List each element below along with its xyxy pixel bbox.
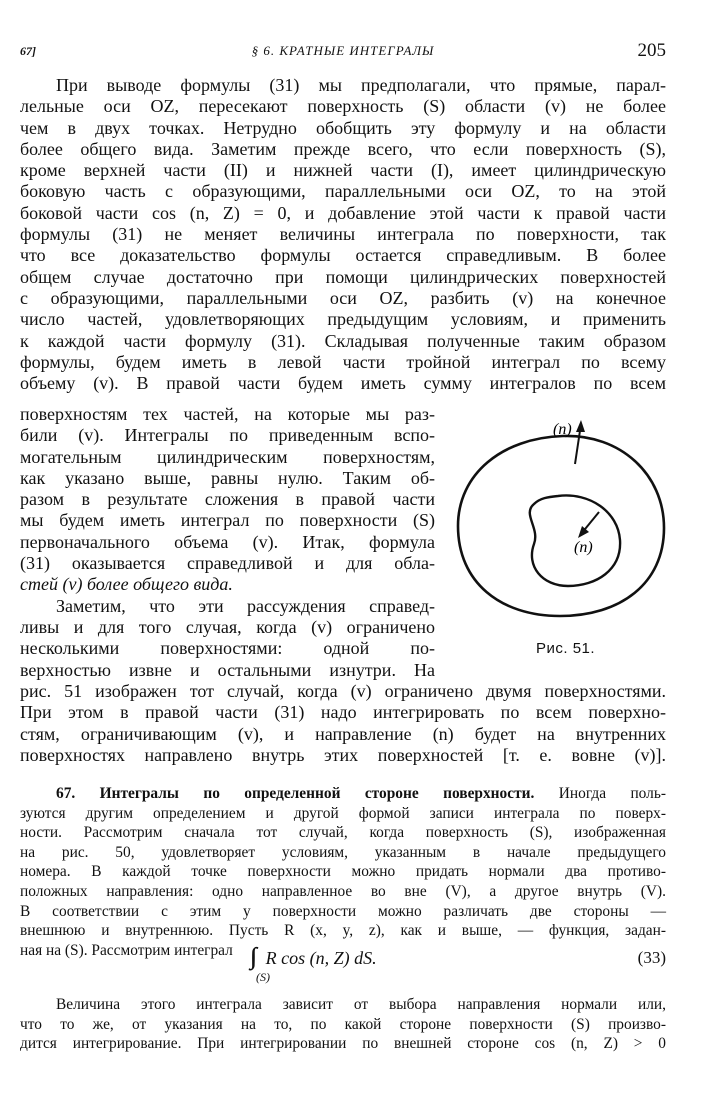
text-line: положных направления: одно направленное во вне (V), а другое внутрь (V).: [20, 882, 666, 900]
formula-integrand: R cos (n, Z) dS.: [265, 948, 377, 968]
text-line: (31) оказывается справедливой и для обла-: [20, 553, 435, 574]
double-integral-sign: ∫∫: [250, 944, 252, 970]
text-line: В соответствии с этим у поверхности можно различать две стороны —: [20, 902, 666, 920]
text-line: зуются другим определением и другой формой записи интеграла по поверх-: [20, 804, 666, 822]
text-line: лельные оси OZ, пересекают поверхность (S) области (v) не более: [20, 96, 666, 117]
text-line: мы будем иметь интеграл по поверхности (S): [20, 510, 435, 531]
outer-normal-arrowhead: [576, 420, 585, 432]
paragraph-formula-generalization: [20, 75, 666, 394]
paragraph-wrapped-around-figure: [20, 404, 435, 681]
text-line: ливы и для того случая, когда (v) ограничено: [20, 616, 435, 637]
text-line: При выводе формулы (31) мы предполагали, что прямые, парал-: [56, 75, 666, 95]
text-line: общем случае достаточно при помощи цилиндрических поверхностей: [20, 266, 666, 287]
text-line: номера. В каждой точке поверхности можно придать нормали два противо-: [20, 863, 666, 881]
section-67: [20, 784, 666, 960]
text-line: стей (v) более общего вида.: [20, 574, 233, 595]
text-line: кроме верхней части (II) и нижней части (I), имеет цилиндрическую: [20, 160, 666, 181]
header-section-number: 67]: [20, 44, 36, 58]
surface-integral-formula: [250, 944, 377, 984]
text-line: били (v). Интегралы по приведенным вспо-: [20, 425, 435, 446]
text-line: с образующими, параллельными оси OZ, разбить (v) на конечное: [20, 287, 666, 308]
text-line: формулы (31) не меняет величины интеграла по поверхности, так: [20, 224, 666, 245]
text-line: верхностью извне и остальными изнутри. На: [20, 659, 435, 680]
text-line: поверхностям тех частей, на которые мы раз-: [20, 404, 435, 424]
text-line: несколькими поверхностями: одной по-: [20, 638, 435, 659]
text-line: ности. Рассмотрим сначала тот случай, когда поверхность (S), изображенная: [20, 824, 666, 842]
section-first-line: [20, 784, 666, 804]
page-number: 205: [637, 40, 666, 61]
text-line: дится интегрирование. При интегрировании по внешней стороне cos (n, Z) > 0: [20, 1035, 666, 1053]
text-line: более общего вида. Заметим прежде всего, что если поверхность (S),: [20, 138, 666, 159]
formula-domain: (S): [256, 970, 270, 984]
text-line: первоначального объема (v). Итак, формула: [20, 531, 435, 552]
text-line: что то же, от указания на то, по какой стороне поверхности (S) произво-: [20, 1015, 666, 1033]
text-line: могательным цилиндрическим поверхностям,: [20, 446, 435, 467]
figure-51-diagram: [450, 416, 676, 626]
text-line: что все доказательство формулы остается справедливым. В более: [20, 245, 666, 266]
text-line: к каждой части формулу (31). Складывая полученные таким образом: [20, 330, 666, 351]
text-line: боковой части cos (n, Z) = 0, и добавление этой части к правой части: [20, 202, 666, 223]
text-line: внешнюю и внутреннюю. Пусть R (x, y, z), как и выше, — функция, задан-: [20, 922, 666, 940]
text-line: Величина этого интеграла зависит от выбора направления нормали или,: [56, 996, 666, 1013]
text-line: на рис. 50, удовлетворяет условиям, указанным в начале предыдущего: [20, 843, 666, 861]
text-line: чем в двух точках. Нетрудно обобщить эту формулу и на области: [20, 117, 666, 138]
equation-number: (33): [637, 948, 666, 967]
inner-normal-label: (n): [574, 539, 593, 556]
text-line: поверхностях направлено внутрь этих поверхностей [т. е. вовне (v)].: [20, 744, 666, 765]
text-line: объему (v). В правой части будем иметь сумму интегралов по всем: [20, 373, 666, 394]
text-line: Заметим, что эти рассуждения справед-: [56, 595, 435, 616]
paragraph-integral-value: [20, 995, 666, 1054]
text-line: стям, ограничивающим (v), и направление (n) будет на внутренних: [20, 723, 666, 744]
text-line: При этом в правой части (31) надо интегрировать по всем поверхно-: [20, 702, 666, 723]
text-fragment: Иногда поль-: [558, 785, 667, 802]
paragraph-two-surfaces: [20, 681, 666, 766]
text-line: боковую часть с образующими, параллельными оси OZ, то на этой: [20, 181, 666, 202]
text-line: формулы, будем иметь в левой части тройной интеграл по всему: [20, 351, 666, 372]
text-line: разом в результате сложения в правой части: [20, 489, 435, 510]
outer-surface-curve: [458, 436, 664, 616]
figure-caption: Рис. 51.: [536, 640, 596, 657]
section-67-title: 67. Интегралы по определенной стороне поверхности.: [56, 785, 535, 802]
outer-normal-label: (n): [553, 421, 572, 438]
header-running-title: § 6. КРАТНЫЕ ИНТЕГРАЛЫ: [251, 43, 435, 58]
text-line: ная на (S). Рассмотрим интеграл: [20, 941, 233, 959]
text-line: как указано выше, равны нулю. Таким об-: [20, 467, 435, 488]
running-header: [20, 40, 666, 62]
text-line: рис. 51 изображен тот случай, когда (v) ограничено двумя поверхностями.: [20, 681, 666, 701]
text-line: число частей, удовлетворяющих предыдущим условиям, и применить: [20, 309, 666, 330]
